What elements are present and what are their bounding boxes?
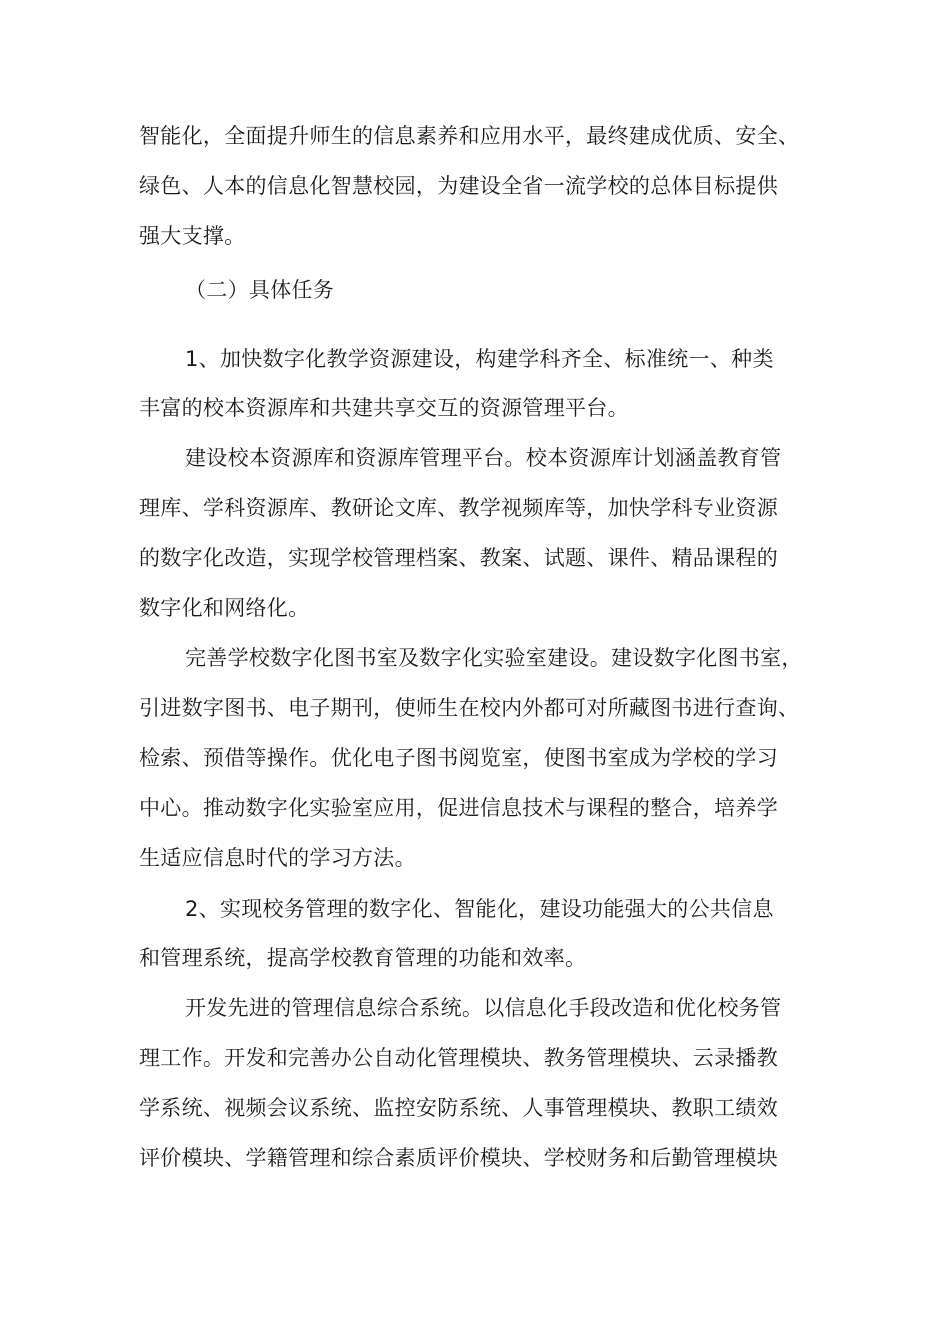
text-line: 评价模块、学籍管理和综合素质评价模块、学校财务和后勤管理模块 [139, 1146, 778, 1170]
text-line: 开发先进的管理信息综合系统。以信息化手段改造和优化校务管 [185, 996, 782, 1020]
text-line: 绿色、人本的信息化智慧校园，为建设全省一流学校的总体目标提供 [139, 174, 778, 198]
text-line: 的数字化改造，实现学校管理档案、教案、试题、课件、精品课程的 [139, 546, 778, 570]
text-line: 1、加快数字化教学资源建设，构建学科齐全、标准统一、种类 [185, 347, 774, 371]
text-line: 理库、学科资源库、教研论文库、教学视频库等，加快学科专业资源 [139, 496, 778, 520]
text-line: 检索、预借等操作。优化电子图书阅览室，使图书室成为学校的学习 [139, 746, 778, 770]
text-line: 和管理系统，提高学校教育管理的功能和效率。 [139, 946, 587, 970]
text-line: 学系统、视频会议系统、监控安防系统、人事管理模块、教职工绩效 [139, 1096, 778, 1120]
text-line: 2、实现校务管理的数字化、智能化，建设功能强大的公共信息 [185, 897, 774, 921]
text-line: 中心。推动数字化实验室应用，促进信息技术与课程的整合，培养学 [139, 796, 778, 820]
text-line: 引进数字图书、电子期刊，使师生在校内外都可对所藏图书进行查询、 [139, 696, 800, 720]
text-line: 生适应信息时代的学习方法。 [139, 846, 416, 870]
text-line: 数字化和网络化。 [139, 596, 310, 620]
text-line: 智能化，全面提升师生的信息素养和应用水平，最终建成优质、安全、 [139, 124, 800, 148]
text-line: 强大支撑。 [139, 224, 246, 248]
section-heading: （二）具体任务 [185, 278, 335, 302]
text-line: 丰富的校本资源库和共建共享交互的资源管理平台。 [139, 396, 629, 420]
text-line: 完善学校数字化图书室及数字化实验室建设。建设数字化图书室， [185, 646, 803, 670]
text-line: 理工作。开发和完善办公自动化管理模块、教务管理模块、云录播教 [139, 1046, 778, 1070]
text-line: 建设校本资源库和资源库管理平台。校本资源库计划涵盖教育管 [185, 446, 782, 470]
